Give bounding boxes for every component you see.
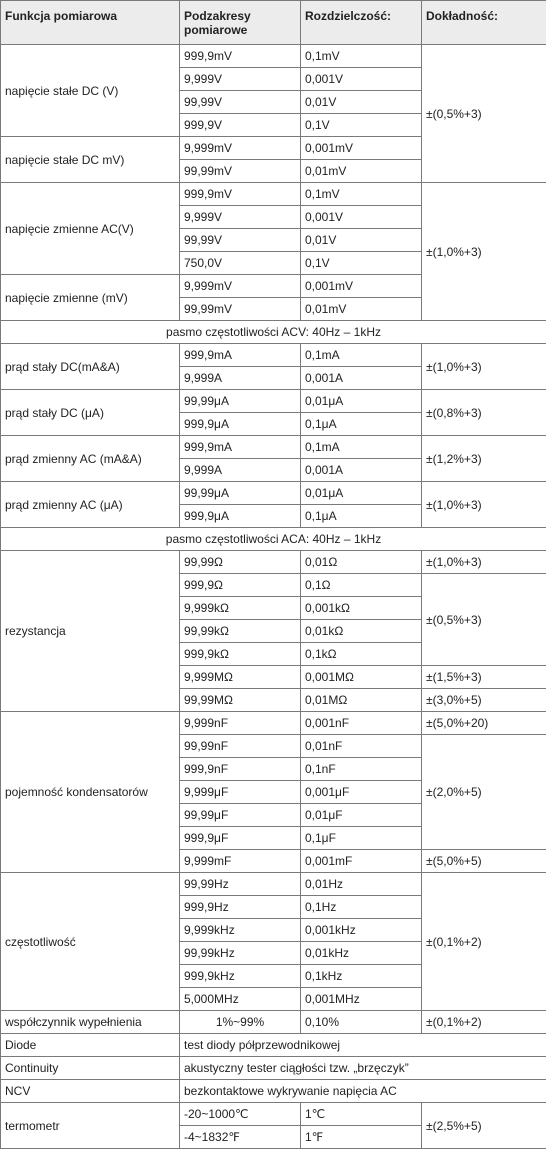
header-cell-resolution: Rozdzielczość: [301,1,422,45]
function-cell: prąd stały DC(mA&A) [1,344,180,390]
range-cell: 99,99μA [180,390,301,413]
table-row [1,873,546,896]
range-cell: 9,999A [180,459,301,482]
resolution-cell: 0,10% [301,1011,422,1034]
range-cell: 999,9mV [180,183,301,206]
function-cell: częstotliwość [1,873,180,1011]
range-cell: 99,99MΩ [180,689,301,712]
range-cell: 999,9Ω [180,574,301,597]
range-cell: 99,99V [180,91,301,114]
resolution-cell: 0,01V [301,91,422,114]
range-cell: 999,9mV [180,45,301,68]
function-cell: napięcie zmienne (mV) [1,275,180,321]
range-cell: 99,99μF [180,804,301,827]
function-cell: współczynnik wypełnienia [1,1011,180,1034]
resolution-cell: 0,001nF [301,712,422,735]
resolution-cell: 0,001mV [301,275,422,298]
table-row [1,1103,546,1126]
accuracy-cell: ±(0,5%+3) [422,574,546,666]
table-row [1,1080,546,1103]
resolution-cell: 0,1mA [301,344,422,367]
range-cell: 999,9V [180,114,301,137]
range-cell: 999,9kΩ [180,643,301,666]
resolution-cell: 0,1Hz [301,896,422,919]
range-cell: 9,999V [180,206,301,229]
resolution-cell: 0,001mV [301,137,422,160]
accuracy-cell: ±(5,0%+20) [422,712,546,735]
accuracy-cell: ±(1,5%+3) [422,666,546,689]
resolution-cell: 0,001A [301,459,422,482]
resolution-cell: 0,01MΩ [301,689,422,712]
resolution-cell: 0,001MHz [301,988,422,1011]
resolution-cell: 0,1μF [301,827,422,850]
range-cell: 5,000MHz [180,988,301,1011]
function-cell: prąd zmienny AC (mA&A) [1,436,180,482]
range-cell: 9,999mF [180,850,301,873]
accuracy-cell: ±(0,8%+3) [422,390,546,436]
accuracy-cell: ±(0,1%+2) [422,1011,546,1034]
resolution-cell: 0,001V [301,206,422,229]
resolution-cell: 0,01mV [301,298,422,321]
range-cell: 999,9Hz [180,896,301,919]
function-cell: prąd stały DC (μA) [1,390,180,436]
description-cell: akustyczny tester ciągłości tzw. „brzęczyk” [180,1057,546,1080]
resolution-cell: 0,001A [301,367,422,390]
function-cell: prąd zmienny AC (μA) [1,482,180,528]
resolution-cell: 0,01Hz [301,873,422,896]
header-cell-accuracy: Dokładność: [422,1,546,45]
resolution-cell: 0,01μA [301,390,422,413]
accuracy-cell: ±(5,0%+5) [422,850,546,873]
function-cell: rezystancja [1,551,180,712]
function-cell: napięcie stałe DC (V) [1,45,180,137]
resolution-cell: 0,1Ω [301,574,422,597]
table-row [1,390,546,413]
function-cell: napięcie zmienne AC(V) [1,183,180,275]
range-cell: 999,9μF [180,827,301,850]
description-cell: test diody półprzewodnikowej [180,1034,546,1057]
table-row [1,1011,546,1034]
header-row [1,1,546,45]
resolution-cell: 0,01kΩ [301,620,422,643]
function-cell: pojemność kondensatorów [1,712,180,873]
range-cell: 9,999V [180,68,301,91]
accuracy-cell: ±(1,0%+3) [422,482,546,528]
accuracy-cell: ±(1,0%+3) [422,344,546,390]
range-cell: 9,999kHz [180,919,301,942]
resolution-cell: 0,01nF [301,735,422,758]
resolution-cell: 0,001mF [301,850,422,873]
resolution-cell: 0,1V [301,114,422,137]
table-row [1,1057,546,1080]
resolution-cell: 0,001V [301,68,422,91]
table-row [1,45,546,68]
accuracy-cell: ±(1,2%+3) [422,436,546,482]
accuracy-cell: ±(0,1%+2) [422,873,546,1011]
range-cell: 99,99kHz [180,942,301,965]
resolution-cell: 1℃ [301,1103,422,1126]
resolution-cell: 0,01V [301,229,422,252]
table-row [1,551,546,574]
range-cell: 9,999mV [180,275,301,298]
resolution-cell: 0,1kHz [301,965,422,988]
resolution-cell: 0,1mV [301,45,422,68]
function-cell: termometr [1,1103,180,1149]
function-cell: NCV [1,1080,180,1103]
range-cell: 999,9nF [180,758,301,781]
accuracy-cell: ±(1,0%+3) [422,551,546,574]
table-body [1,45,546,1149]
range-cell: 99,99Hz [180,873,301,896]
function-cell: Diode [1,1034,180,1057]
resolution-cell: 0,01μF [301,804,422,827]
resolution-cell: 0,001kΩ [301,597,422,620]
accuracy-cell: ±(0,5%+3) [422,45,546,183]
range-cell: 99,99V [180,229,301,252]
range-cell: 999,9mA [180,344,301,367]
range-cell: 99,99μA [180,482,301,505]
table-row [1,436,546,459]
range-cell: -4~1832℉ [180,1126,301,1149]
resolution-cell: 0,001μF [301,781,422,804]
table-row [1,183,546,206]
resolution-cell: 0,001MΩ [301,666,422,689]
resolution-cell: 0,1μA [301,413,422,436]
range-cell: 999,9μA [180,505,301,528]
range-cell: 999,9mA [180,436,301,459]
table-row [1,482,546,505]
accuracy-cell: ±(3,0%+5) [422,689,546,712]
resolution-cell: 0,1V [301,252,422,275]
section-note-cell: pasmo częstotliwości ACA: 40Hz – 1kHz [1,528,546,551]
accuracy-cell: ±(2,0%+5) [422,735,546,850]
range-cell: 99,99nF [180,735,301,758]
range-cell: 9,999mV [180,137,301,160]
table-row [1,344,546,367]
resolution-cell: 0,01mV [301,160,422,183]
table-row [1,712,546,735]
resolution-cell: 0,1nF [301,758,422,781]
section-note-cell: pasmo częstotliwości ACV: 40Hz – 1kHz [1,321,546,344]
resolution-cell: 0,001kHz [301,919,422,942]
table-row [1,528,546,551]
range-cell: 9,999μF [180,781,301,804]
resolution-cell: 0,01kHz [301,942,422,965]
function-cell: Continuity [1,1057,180,1080]
range-cell: 9,999kΩ [180,597,301,620]
range-cell: 99,99mV [180,160,301,183]
range-cell: 999,9μA [180,413,301,436]
range-cell: -20~1000℃ [180,1103,301,1126]
range-cell: 9,999MΩ [180,666,301,689]
range-cell: 99,99Ω [180,551,301,574]
resolution-cell: 1℉ [301,1126,422,1149]
resolution-cell: 0,1kΩ [301,643,422,666]
header-cell-ranges: Podzakresy pomiarowe [180,1,301,45]
table-row [1,1034,546,1057]
accuracy-cell: ±(1,0%+3) [422,183,546,321]
table-row [1,321,546,344]
range-cell: 9,999A [180,367,301,390]
resolution-cell: 0,01μA [301,482,422,505]
range-cell: 750,0V [180,252,301,275]
range-cell: 99,99mV [180,298,301,321]
header-cell-function: Funkcja pomiarowa [1,1,180,45]
range-cell: 1%~99% [180,1011,301,1034]
range-cell: 99,99kΩ [180,620,301,643]
resolution-cell: 0,1μA [301,505,422,528]
resolution-cell: 0,1mV [301,183,422,206]
description-cell: bezkontaktowe wykrywanie napięcia AC [180,1080,546,1103]
resolution-cell: 0,1mA [301,436,422,459]
range-cell: 9,999nF [180,712,301,735]
function-cell: napięcie stałe DC mV) [1,137,180,183]
accuracy-cell: ±(2,5%+5) [422,1103,546,1149]
resolution-cell: 0,01Ω [301,551,422,574]
range-cell: 999,9kHz [180,965,301,988]
